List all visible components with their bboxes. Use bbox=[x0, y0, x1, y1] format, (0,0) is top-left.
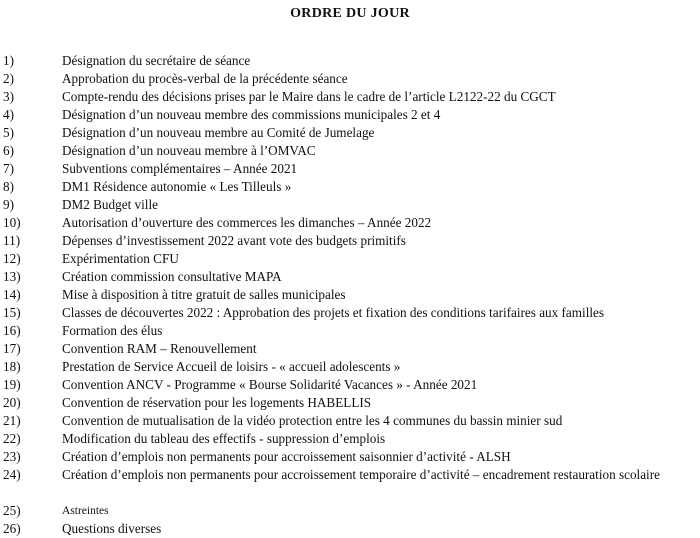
item-text: Prestation de Service Accueil de loisirs - « accueil adolescents » bbox=[62, 359, 401, 374]
agenda-item bbox=[0, 286, 700, 304]
item-text: Désignation d’un nouveau membre à l’OMVAC bbox=[62, 143, 316, 158]
item-number: 14) bbox=[3, 287, 21, 302]
agenda-item bbox=[0, 106, 700, 124]
item-text: DM1 Résidence autonomie « Les Tilleuls » bbox=[62, 179, 292, 194]
item-number: 4) bbox=[3, 107, 14, 122]
item-text: Autorisation d’ouverture des commerces les dimanches – Année 2022 bbox=[62, 215, 432, 230]
item-number: 8) bbox=[3, 179, 14, 194]
item-text: Dépenses d’investissement 2022 avant vote des budgets primitifs bbox=[62, 233, 406, 248]
item-number: 10) bbox=[3, 215, 21, 230]
agenda-item bbox=[0, 250, 700, 268]
item-text: Subventions complémentaires – Année 2021 bbox=[62, 161, 298, 176]
item-text: Questions diverses bbox=[62, 521, 162, 536]
item-number: 19) bbox=[3, 377, 21, 392]
agenda-item bbox=[0, 340, 700, 358]
item-text: DM2 Budget ville bbox=[62, 197, 158, 212]
item-number: 7) bbox=[3, 161, 14, 176]
agenda-item bbox=[0, 394, 700, 412]
agenda-item bbox=[0, 322, 700, 340]
item-text: Mise à disposition à titre gratuit de salles municipales bbox=[62, 287, 346, 302]
item-text: Classes de découvertes 2022 : Approbation des projets et fixation des conditions tarifaires aux familles bbox=[62, 305, 605, 320]
item-number: 25) bbox=[3, 503, 21, 518]
item-number: 18) bbox=[3, 359, 21, 374]
item-text: Expérimentation CFU bbox=[62, 251, 179, 266]
agenda-item bbox=[0, 52, 700, 70]
agenda-item bbox=[0, 142, 700, 160]
agenda-item bbox=[0, 376, 700, 394]
item-number: 12) bbox=[3, 251, 21, 266]
agenda-item bbox=[0, 502, 700, 520]
agenda-item bbox=[0, 304, 700, 322]
item-text: Formation des élus bbox=[62, 323, 163, 338]
agenda-item bbox=[0, 466, 700, 502]
item-number: 17) bbox=[3, 341, 21, 356]
agenda-item bbox=[0, 160, 700, 178]
item-number: 15) bbox=[3, 305, 21, 320]
agenda-item bbox=[0, 88, 700, 106]
item-number: 24) bbox=[3, 467, 21, 482]
item-text: Désignation d’un nouveau membre des commissions municipales 2 et 4 bbox=[62, 107, 441, 122]
item-number: 2) bbox=[3, 71, 14, 86]
item-number: 3) bbox=[3, 89, 14, 104]
agenda-list bbox=[0, 52, 700, 538]
item-text: Convention de réservation pour les logements HABELLIS bbox=[62, 395, 372, 410]
item-number: 6) bbox=[3, 143, 14, 158]
item-text: Approbation du procès-verbal de la précédente séance bbox=[62, 71, 348, 86]
item-text: Création d’emplois non permanents pour accroissement saisonnier d’activité - ALSH bbox=[62, 449, 511, 464]
agenda-item bbox=[0, 448, 700, 466]
document-title: ORDRE DU JOUR bbox=[290, 6, 410, 21]
item-number: 9) bbox=[3, 197, 14, 212]
item-number: 23) bbox=[3, 449, 21, 464]
item-text: Création commission consultative MAPA bbox=[62, 269, 282, 284]
agenda-item bbox=[0, 412, 700, 430]
item-number: 5) bbox=[3, 125, 14, 140]
agenda-item bbox=[0, 232, 700, 250]
item-text: Convention ANCV - Programme « Bourse Solidarité Vacances » - Année 2021 bbox=[62, 377, 478, 392]
item-text: Convention RAM – Renouvellement bbox=[62, 341, 257, 356]
item-text: Convention de mutualisation de la vidéo protection entre les 4 communes du bassin minier sud bbox=[62, 413, 563, 428]
item-text: Astreintes bbox=[62, 505, 109, 517]
agenda-item bbox=[0, 178, 700, 196]
item-text: Modification du tableau des effectifs - suppression d’emplois bbox=[62, 431, 386, 446]
agenda-item bbox=[0, 70, 700, 88]
item-number: 16) bbox=[3, 323, 21, 338]
item-number: 20) bbox=[3, 395, 21, 410]
agenda-item bbox=[0, 214, 700, 232]
item-text: Désignation du secrétaire de séance bbox=[62, 53, 251, 68]
item-text: Création d’emplois non permanents pour accroissement temporaire d’activité – encadrement restauration scolaire bbox=[62, 467, 660, 482]
item-number: 11) bbox=[3, 233, 21, 248]
item-number: 13) bbox=[3, 269, 21, 284]
item-number: 22) bbox=[3, 431, 21, 446]
agenda-item bbox=[0, 520, 700, 538]
agenda-item bbox=[0, 124, 700, 142]
item-number: 1) bbox=[3, 53, 14, 68]
item-number: 21) bbox=[3, 413, 21, 428]
agenda-item bbox=[0, 196, 700, 214]
agenda-item bbox=[0, 430, 700, 448]
agenda-item bbox=[0, 268, 700, 286]
agenda-item bbox=[0, 358, 700, 376]
item-text: Désignation d’un nouveau membre au Comité de Jumelage bbox=[62, 125, 375, 140]
item-number: 26) bbox=[3, 521, 21, 536]
item-text: Compte-rendu des décisions prises par le Maire dans le cadre de l’article L2122-22 du CGCT bbox=[62, 89, 556, 104]
